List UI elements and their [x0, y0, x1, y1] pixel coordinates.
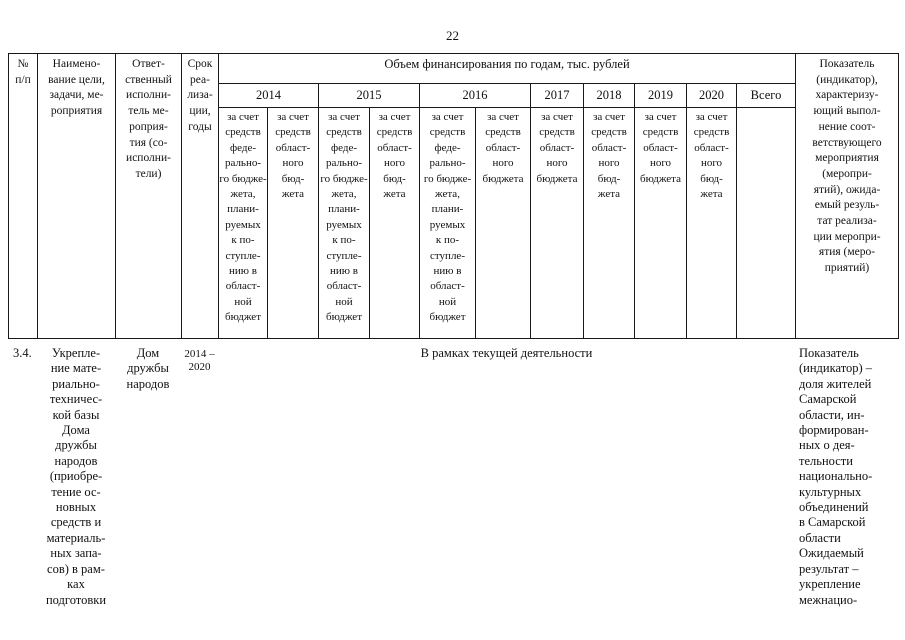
table-row [8, 346, 898, 608]
year-2017: 2017 [531, 84, 584, 108]
row-name: Укрепле- ние мате- риально- техничес- кой базы Дома дружбы народов (приобре- тение ос- новных средств и материаль- ных запа- сов) в рам- ках подготовки [45, 346, 107, 607]
page-number: 22 [446, 28, 459, 43]
sub-2018-regional: за счет средств област- ного бюд- жета [584, 108, 635, 339]
row-term: 2014 – 2020 [184, 348, 215, 373]
header-funding-title: Объем финансирования по годам, тыс. рублей [219, 54, 796, 84]
year-2014: 2014 [219, 84, 319, 108]
sub-2014-federal: за счет средств феде- рально- го бюдже- жета, плани- руемых к по- ступле- нию в област- ной бюджет [219, 108, 268, 339]
header-num: № п/п [9, 54, 38, 339]
header-responsible: Ответ- ственный исполни- тель ме- роприя- тия (со- исполни- тели) [116, 54, 182, 339]
header-term: Срок реа- лиза- ции, годы [182, 54, 219, 339]
sub-2016-federal: за счет средств феде- рально- го бюдже- жета, плани- руемых к по- ступле- нию в област- ной бюджет [420, 108, 476, 339]
year-2016: 2016 [420, 84, 531, 108]
sub-2016-regional: за счет средств област- ного бюджета [476, 108, 531, 339]
row-num: 3.4. [13, 346, 32, 360]
row-funding: В рамках текущей деятельности [420, 346, 593, 360]
year-2020: 2020 [687, 84, 737, 108]
row-responsible: Дом дружбы народов [126, 346, 170, 391]
sub-total [737, 108, 796, 339]
year-2019: 2019 [635, 84, 687, 108]
year-2018: 2018 [584, 84, 635, 108]
row-indicator: Показатель (индикатор) – доля жителей Самарской области, ин- формирован- ных о дея- тельности национально- культурных объединений в Самарской области Ожидаемый результат – укрепление межнацио- [799, 346, 873, 607]
header-indicator: Показатель (индикатор), характеризу- ющий выпол- нение соот- ветствующего мероприятия (меропри- ятий), ожида- емый резуль- тат реализа- ции меропри- ятия (меро- приятий) [796, 54, 899, 339]
sub-2015-regional: за счет средств област- ного бюд- жета [370, 108, 420, 339]
header-name: Наимено- вание цели, задачи, ме- роприятия [38, 54, 116, 339]
sub-2019-regional: за счет средств област- ного бюджета [635, 108, 687, 339]
year-total: Всего [737, 84, 796, 108]
year-2015: 2015 [319, 84, 420, 108]
sub-2015-federal: за счет средств феде- рально- го бюдже- жета, плани- руемых к по- ступле- нию в област- ной бюджет [319, 108, 370, 339]
funding-table-header [8, 53, 899, 339]
sub-2014-regional: за счет средств област- ного бюд- жета [268, 108, 319, 339]
sub-2020-regional: за счет средств област- ного бюд- жета [687, 108, 737, 339]
sub-2017-regional: за счет средств област- ного бюджета [531, 108, 584, 339]
funding-table-body [8, 346, 898, 608]
